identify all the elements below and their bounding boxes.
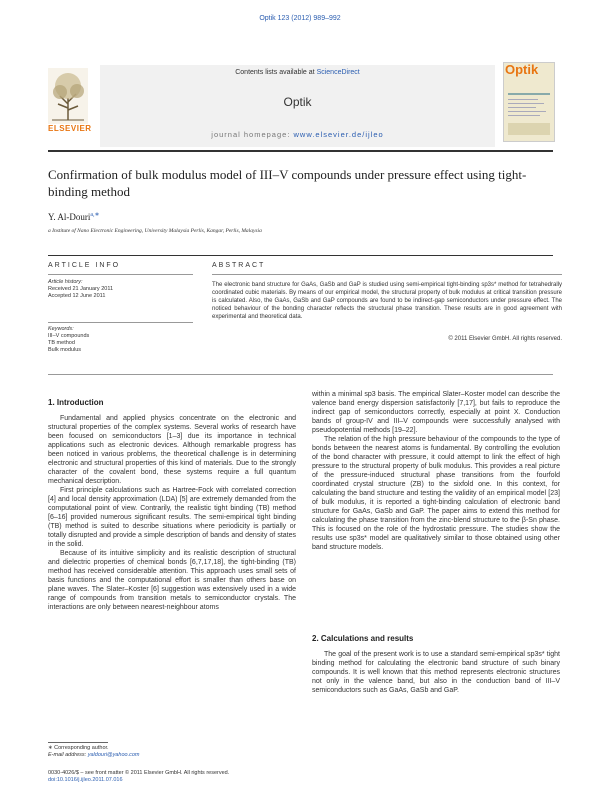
journal-reference[interactable]: Optik 123 (2012) 989–992: [259, 15, 341, 22]
author-marks[interactable]: a,∗: [90, 212, 100, 218]
elsevier-tree-logo: [48, 68, 88, 126]
section-1-heading: 1. Introduction: [48, 398, 104, 407]
received-date: Received 21 January 2011: [48, 286, 114, 292]
footnote-rule: [48, 742, 108, 743]
corresponding-author-note: ∗ Corresponding author.: [48, 745, 109, 751]
issn-footer: [48, 770, 348, 784]
article-info-heading: ARTICLE INFO: [48, 262, 121, 269]
email-link[interactable]: yaldouri@yahoo.com: [87, 752, 140, 758]
cover-journal-title: Optik: [505, 62, 539, 77]
abstract-bottom-rule: [48, 374, 553, 375]
keyword-item: Bulk modulus: [48, 347, 82, 353]
abstract-heading: ABSTRACT: [212, 262, 266, 269]
header-rule: [48, 150, 553, 152]
doi-link[interactable]: doi:10.1016/j.ijleo.2011.07.016: [48, 777, 123, 783]
publisher-name: ELSEVIER: [48, 124, 92, 133]
intro-paragraph-5: The relation of the high pressure behaviour of the compounds to the type of bonds between the nearest atoms is fundamental. By controlling the evolution of the bond character with pressure, it could attempt to link the effect of high pressure to the structural property of bulk modulus. This provides a real picture of the pressure-induced structural phase transitions from the fourfold coordinated crystal structure (ZB) to the sixfold one. In this context, for calculating the band structure and testing the validity of an empirical model [23] of bulk modulus, it is reported a tight-binding calculation of electronic band structure for GaAs, GaSb and GaP. The paper aims to extend this method for calculating the phase transition from the zinc-blend structure to the β-Sn phase. This is focused on the role of the hydrostatic pressure. The studies show the results use sp3s* model are qualitatively similar to those obtained using other band structure models.: [312, 436, 560, 551]
article-info-rule: [48, 274, 193, 275]
abstract-rule: [212, 274, 562, 275]
keyword-item: III–V compounds: [48, 333, 90, 339]
intro-paragraph-1: Fundamental and applied physics concentrate on the electronic and structural properties of the complex systems. Several works of research have been focused on semiconductors [1–3] due its importance in technical applications such as electronic devices. Although remarkable progress has been noticed in various problems, the theoretical challenge is in determining electronic and structural properties of this kind of materials. Due to the strongly character of the covalent bond, these systems require a full quantum mechanical description.: [48, 415, 296, 485]
accepted-date: Accepted 12 June 2011: [48, 293, 106, 299]
author-line: [48, 211, 100, 222]
right-column: [312, 390, 560, 552]
article-history: [48, 279, 193, 300]
article-title: Confirmation of bulk modulus model of III–V compounds under pressure effect using tight-binding method: [48, 167, 527, 199]
keyword-item: TB method: [48, 340, 75, 346]
left-column: [48, 414, 296, 612]
intro-paragraph-2: First principle calculations such as Hartree-Fock with correlated correction [4] and local density approximation (LDA) [5] are extremely demanded from the computational point of view. Contrarily, the realistic tight binding (TB) method [6–16] provided numerous significant results. The semi-empirical tight binding (TB) method is suited to describe situations where periodicity is partially or totally disrupted and provide a simple description of bands and density of states in the solid.: [48, 487, 296, 548]
section-2-paragraph-1: The goal of the present work is to use a standard semi-empirical sp3s* tight binding method for calculating the electronic band structure of such binary compounds. It is well known that this method represents electronic structures not only in the valence band, but also in the conduction band of III–V semiconductors such as GaAs, GaSb and GaP.: [312, 651, 560, 694]
copyright-notice: © 2011 Elsevier GmbH. All rights reserved.: [448, 336, 562, 342]
issn-line: 0030-4026/$ – see front matter © 2011 Elsevier GmbH. All rights reserved.: [48, 770, 230, 776]
intro-paragraph-4: within a minimal sp3 basis. The empirical Slater–Koster model can describe the valence band energy dispersion satisfactorily [7,17], but fails to reproduce the indirect gap of semiconductors correctly, especially at point X. Conduction bands of group-IV and III–V compounds were successfully analysed with pseudopotential methods [19–22].: [312, 391, 560, 434]
sciencedirect-link[interactable]: ScienceDirect: [316, 69, 360, 76]
journal-name: Optik: [283, 95, 312, 109]
keywords-label: Keywords:: [48, 326, 74, 332]
journal-homepage: [100, 130, 495, 139]
keywords-block: [48, 326, 193, 354]
contents-prefix: Contents lists available at: [235, 69, 317, 76]
keywords-rule: [48, 322, 193, 323]
email-note: [48, 752, 296, 759]
abstract-text: The electronic band structure for GaAs, GaSb and GaP is studied using semi-empirical tight-binding sp3s* method for tetrahedrally coordinated cubic materials. By means of our empirical model, the structural property of bulk modulus at critical transition pressure is calculated. Also, the GaAs, GaSb and GaP compounds are found to be indirect-gap semiconductors under pressure effect. The noticed behaviour of the bonding character reflects the structural phase transition. These results are in good agreement with experimental and theoretical data.: [212, 282, 562, 320]
intro-paragraph-3: Because of its intuitive simplicity and its realistic description of structural and dielectric properties of chemical bonds [6,7,17,18], the tight-binding (TB) method has received considerable attention. This approach uses small sets of basis functions and the computational effort is smaller than others base on plane waves. The Slater–Koster [6] suggestion was extensively used in a wide range of compounds from transition metals to semiconductor crystals. The interactions are only between nearest-neighbour atoms: [48, 550, 296, 611]
author-name: Y. Al-Douri: [48, 212, 91, 222]
history-label: Article history:: [48, 279, 83, 285]
author-affiliation: a Institute of Nano Electronic Engineering, University Malaysia Perlis, Kangar, Perlis, Malaysia: [48, 228, 262, 234]
homepage-link[interactable]: www.elsevier.de/ijleo: [293, 130, 384, 139]
homepage-prefix: journal homepage:: [211, 130, 294, 139]
contents-available-line: [100, 69, 495, 76]
section-2-heading: 2. Calculations and results: [312, 634, 414, 643]
footnotes: [48, 745, 296, 759]
email-label: E-mail address:: [48, 752, 88, 758]
title-rule: [48, 255, 553, 256]
section-2-body: [312, 650, 560, 695]
